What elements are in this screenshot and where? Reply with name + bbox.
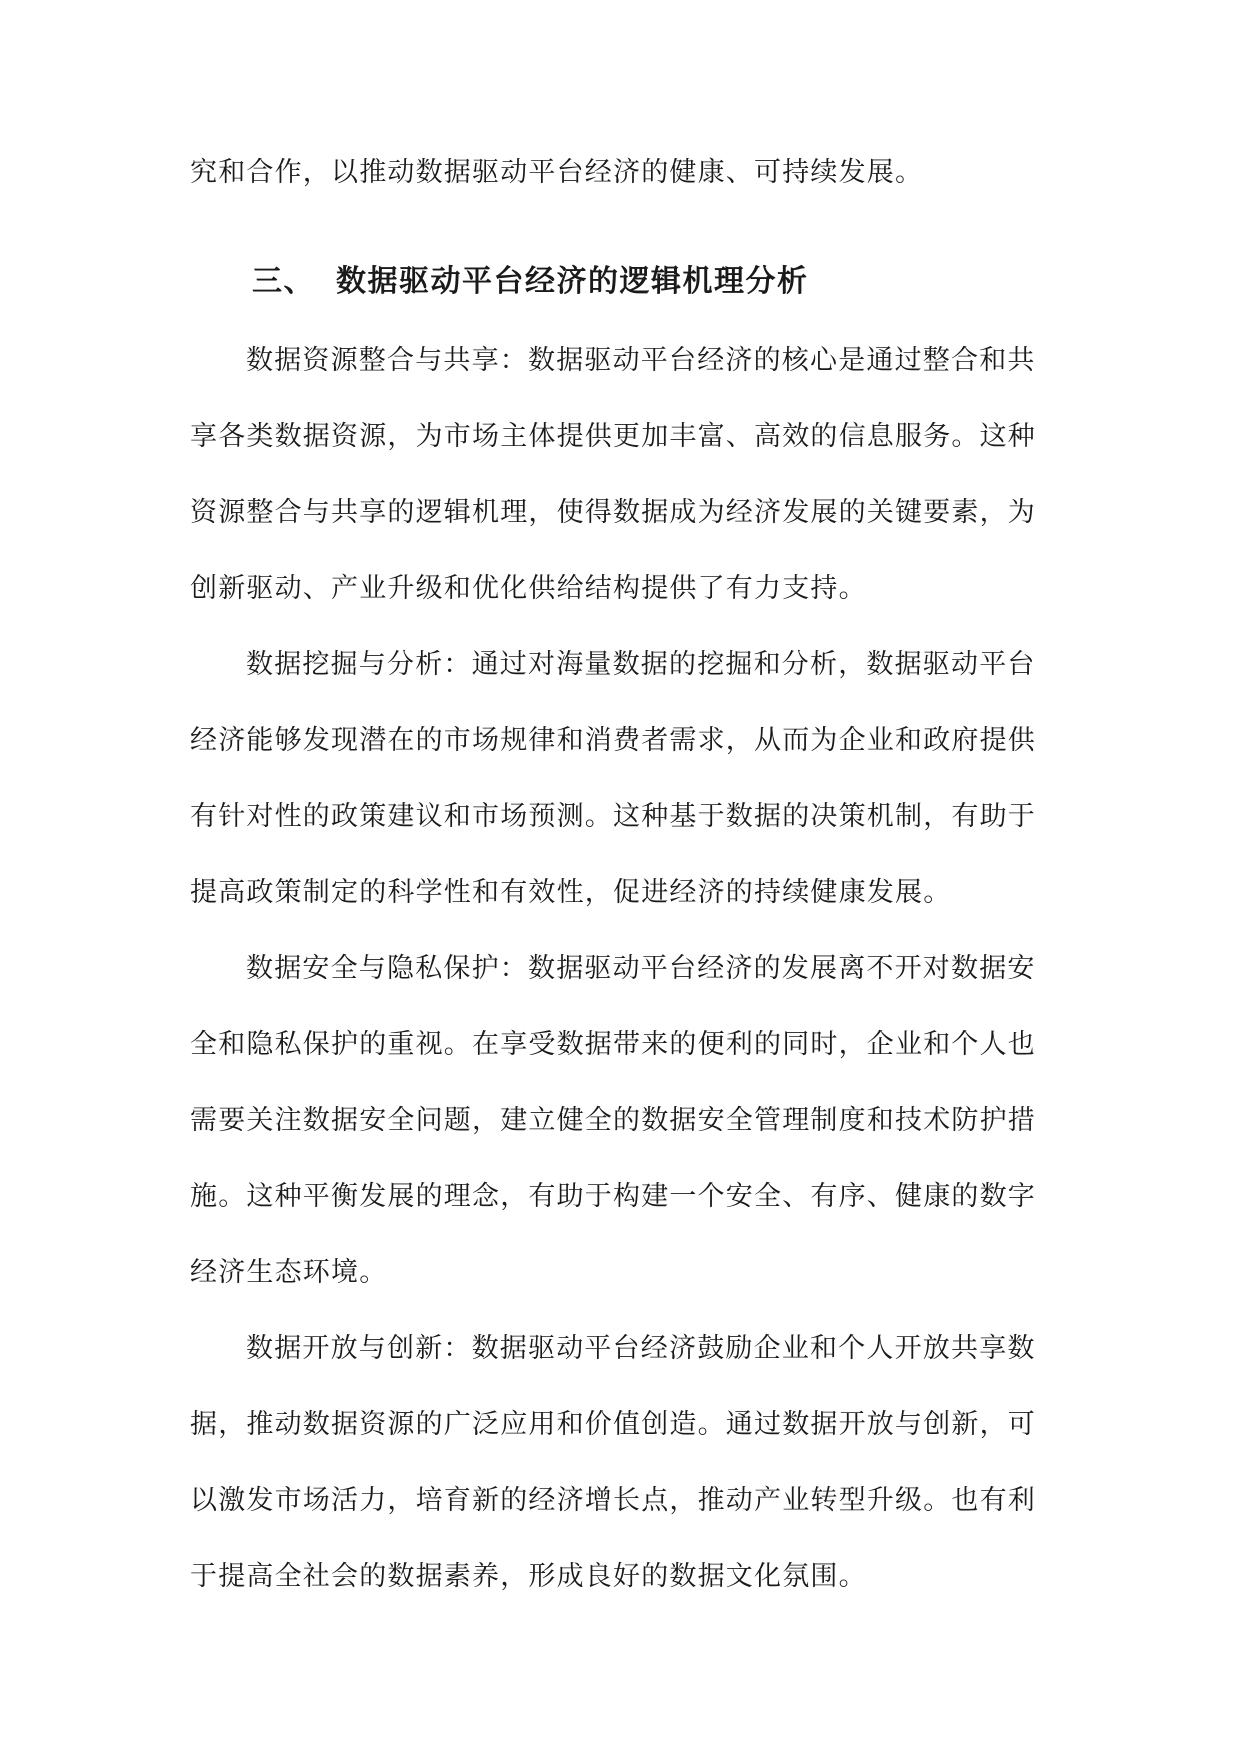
paragraph-line: 提高政策制定的科学性和有效性，促进经济的持续健康发展。 xyxy=(190,877,952,908)
paragraph-line: 数据开放与创新：数据驱动平台经济鼓励企业和个人开放共享数 xyxy=(246,1333,1036,1364)
section-heading xyxy=(252,263,1012,301)
paragraph-line: 数据挖掘与分析：通过对海量数据的挖掘和分析，数据驱动平台 xyxy=(246,649,1036,680)
paragraph-line: 全和隐私保护的重视。在享受数据带来的便利的同时，企业和个人也 xyxy=(190,1029,1036,1060)
section-title: 数据驱动平台经济的逻辑机理分析 xyxy=(336,264,809,299)
paragraph-line: 施。这种平衡发展的理念，有助于构建一个安全、有序、健康的数字 xyxy=(190,1181,1036,1212)
paragraph-line: 据，推动数据资源的广泛应用和价值创造。通过数据开放与创新，可 xyxy=(190,1409,1036,1440)
paragraph-line: 于提高全社会的数据素养，形成良好的数据文化氛围。 xyxy=(190,1561,867,1592)
paragraph-line: 经济能够发现潜在的市场规律和消费者需求，从而为企业和政府提供 xyxy=(190,725,1036,756)
paragraph-line: 数据安全与隐私保护：数据驱动平台经济的发展离不开对数据安 xyxy=(246,953,1036,984)
paragraph-line: 有针对性的政策建议和市场预测。这种基于数据的决策机制，有助于 xyxy=(190,801,1036,832)
paragraph-line: 以激发市场活力，培育新的经济增长点，推动产业转型升级。也有利 xyxy=(190,1485,1036,1516)
paragraph-line: 创新驱动、产业升级和优化供给结构提供了有力支持。 xyxy=(190,573,867,604)
paragraph-line: 需要关注数据安全问题，建立健全的数据安全管理制度和技术防护措 xyxy=(190,1105,1036,1136)
paragraph-line: 资源整合与共享的逻辑机理，使得数据成为经济发展的关键要素，为 xyxy=(190,497,1036,528)
paragraph-line: 享各类数据资源，为市场主体提供更加丰富、高效的信息服务。这种 xyxy=(190,421,1036,452)
continuation-line: 究和合作，以推动数据驱动平台经济的健康、可持续发展。 xyxy=(190,157,924,188)
paragraph-line: 数据资源整合与共享：数据驱动平台经济的核心是通过整合和共 xyxy=(246,345,1036,376)
section-number: 三、 xyxy=(252,264,315,299)
paragraph-line: 经济生态环境。 xyxy=(190,1257,388,1288)
